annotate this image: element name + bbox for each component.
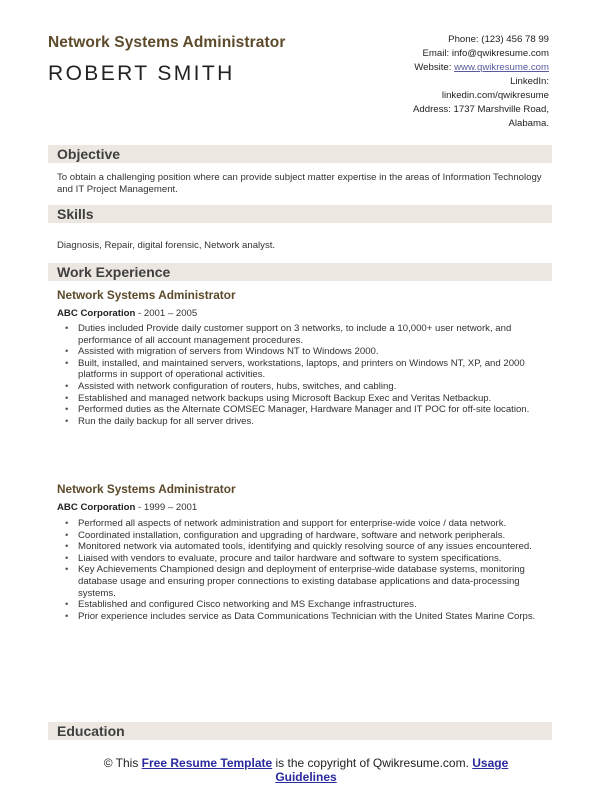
list-item: • Established and configured Cisco networking and MS Exchange infrastructures. [64,599,550,611]
job-1-company-line [57,308,197,319]
website-label: Website: [414,62,455,73]
job-1-dates: - 2001 – 2005 [135,308,198,319]
list-item: • Run the daily backup for all server drives. [64,416,550,428]
free-resume-template-link[interactable]: Free Resume Template [141,756,273,770]
footer-line-2 [0,771,612,785]
contact-email: Email: info@qwikresume.com [422,48,549,59]
website-link[interactable]: www.qwikresume.com [454,62,549,73]
usage-guidelines-link-part1[interactable]: Usage [472,756,509,770]
footer-middle: is the copyright of Qwikresume.com. [272,756,473,770]
list-item: • Monitored network via automated tools, identifying and quickly resolving source of any issues encountered. [64,541,550,553]
job-2-company-line [57,502,197,513]
job-2-company: ABC Corporation [57,502,136,513]
list-item: • Assisted with migration of servers from Windows NT to Windows 2000. [64,346,550,358]
job-1-bullet-list [64,323,550,427]
footer-line-1 [0,757,612,771]
job-2-bullet-list [64,518,550,622]
job-1-title: Network Systems Administrator [57,288,236,302]
list-item: • Assisted with network configuration of routers, hubs, switches, and cabling. [64,381,550,393]
contact-address-line1: Address: 1737 Marshville Road, [413,104,549,115]
job-1-company: ABC Corporation [57,308,136,319]
list-item: • Key Achievements Championed design and deployment of enterprise-wide database systems, monitoring database usage and ensuring proper connections to existing database applications and data-processing systems. [64,564,550,599]
usage-guidelines-link-part2[interactable]: Guidelines [275,769,337,784]
copyright-footer [0,757,612,784]
experience-section-header [48,263,552,281]
list-item: • Performed duties as the Alternate COMSEC Manager, Hardware Manager and IT POC for off-site location. [64,404,550,416]
contact-block [359,33,549,131]
contact-address-line2: Alabama. [508,118,549,129]
list-item: • Prior experience includes service as Data Communications Technician with the United States Marine Corps. [64,611,550,623]
footer-prefix: © This [103,756,142,770]
list-item: • Built, installed, and maintained servers, workstations, laptops, and printers on Windows NT, XP, and 2000 platforms in support of operational activities. [64,358,550,381]
job-2-dates: - 1999 – 2001 [135,502,198,513]
header-job-title: Network Systems Administrator [48,34,286,51]
education-section-header [48,722,552,740]
skills-section-header [48,205,552,223]
list-item: • Coordinated installation, configuration and upgrading of hardware, software and network peripherals. [64,530,550,542]
contact-website [359,61,549,75]
skills-text: Diagnosis, Repair, digital forensic, Network analyst. [57,240,276,251]
objective-heading: Objective [57,146,121,162]
objective-section-header [48,145,552,163]
contact-linkedin-label: LinkedIn: [510,76,549,87]
objective-text: To obtain a challenging position where can provide subject matter expertise in the areas of Information Technology and IT Project Management. [57,172,542,195]
list-item: • Performed all aspects of network administration and support for enterprise-wide voice / data network. [64,518,550,530]
contact-linkedin-url: linkedin.com/qwikresume [441,90,549,101]
candidate-name: ROBERT SMITH [48,62,235,85]
education-heading: Education [57,723,125,739]
job-2-title: Network Systems Administrator [57,482,236,496]
resume-header [48,34,285,86]
list-item: • Established and managed network backups using Microsoft Backup Exec and Veritas Netbackup. [64,393,550,405]
experience-heading: Work Experience [57,264,171,280]
list-item: • Duties included Provide daily customer support on 3 networks, to include a 10,000+ user network, and performance of all account management procedures. [64,323,550,346]
contact-phone: Phone: (123) 456 78 99 [448,34,549,45]
list-item: • Liaised with vendors to evaluate, procure and tailor hardware and software to system specifications. [64,553,550,565]
skills-heading: Skills [57,206,94,222]
